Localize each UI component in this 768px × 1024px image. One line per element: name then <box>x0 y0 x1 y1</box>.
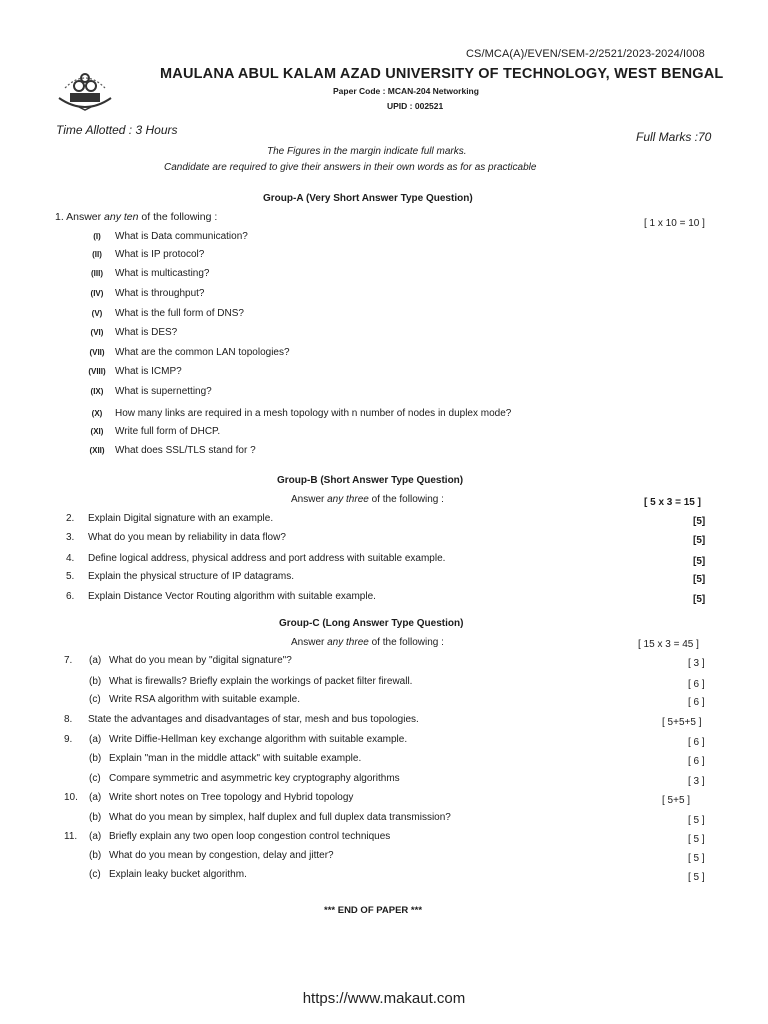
question-text: What is throughput? <box>115 288 205 299</box>
question-text: Explain Digital signature with an example. <box>88 513 274 524</box>
sub-question-label: (b) <box>89 812 102 823</box>
group-c-title: Group-C (Long Answer Type Question) <box>279 618 464 629</box>
full-marks: Full Marks :70 <box>636 130 712 144</box>
question-text: What does SSL/TLS stand for ? <box>115 445 256 456</box>
group-a-marks: [ 1 x 10 = 10 ] <box>644 218 705 229</box>
question-text: Compare symmetric and asymmetric key cryptography algorithms <box>109 773 400 784</box>
question-text: How many links are required in a mesh topology with n number of nodes in duplex mode? <box>115 408 512 419</box>
upid: UPID : 002521 <box>387 101 444 111</box>
question-marks: [5] <box>693 516 706 527</box>
question-text: Write short notes on Tree topology and Hybrid topology <box>109 792 354 803</box>
question-text: What is the full form of DNS? <box>115 308 244 319</box>
question-text: What is Data communication? <box>115 231 248 242</box>
question-text: Write full form of DHCP. <box>115 426 221 437</box>
footer-url: https://www.makaut.com <box>302 990 466 1007</box>
question-text: What are the common LAN topologies? <box>115 347 290 358</box>
question-number: (V) <box>91 309 103 318</box>
question-number: (VI) <box>90 328 104 337</box>
question-marks: [ 3 ] <box>688 776 705 787</box>
sub-question-label: (a) <box>89 831 102 842</box>
sub-question-label: (c) <box>89 694 101 705</box>
question-marks: [ 3 ] <box>688 658 705 669</box>
university-logo-icon <box>55 66 115 114</box>
question-number: 3. <box>66 532 75 543</box>
question-text: What do you mean by congestion, delay and jitter? <box>109 850 334 861</box>
question-text: What is ICMP? <box>115 366 182 377</box>
question-number: (XII) <box>89 446 105 455</box>
group-b-title: Group-B (Short Answer Type Question) <box>277 475 464 486</box>
question-number: 11. <box>64 831 78 842</box>
question-marks: [ 5+5 ] <box>662 795 691 806</box>
question-text: Explain leaky bucket algorithm. <box>109 869 247 880</box>
question-1-instruction: 1. Answer any ten of the following : <box>55 211 218 223</box>
question-text: Explain the physical structure of IP datagrams. <box>88 571 295 582</box>
sub-question-label: (b) <box>89 753 102 764</box>
question-text: Explain "man in the middle attack" with suitable example. <box>109 753 362 764</box>
sub-question-label: (c) <box>89 773 101 784</box>
question-marks: [5] <box>693 535 706 546</box>
question-text: What is multicasting? <box>115 268 210 279</box>
sub-question-label: (b) <box>89 850 102 861</box>
question-marks: [ 5 ] <box>688 834 705 845</box>
instruction-line-2: Candidate are required to give their answers in their own words as for as practicable <box>164 162 537 173</box>
question-number: (IX) <box>90 387 104 396</box>
question-number: 10. <box>64 792 78 803</box>
question-text: Define logical address, physical address and port address with suitable example. <box>88 553 446 564</box>
group-c-marks: [ 15 x 3 = 45 ] <box>638 639 699 650</box>
question-text: Write RSA algorithm with suitable example. <box>109 694 301 705</box>
instruction-line-1: The Figures in the margin indicate full marks. <box>267 146 467 157</box>
question-number: 5. <box>66 571 75 582</box>
question-marks: [ 5 ] <box>688 815 705 826</box>
question-text: What do you mean by reliability in data flow? <box>88 532 286 543</box>
sub-question-label: (b) <box>89 676 102 687</box>
question-text: What do you mean by "digital signature"? <box>109 655 292 666</box>
question-marks: [5] <box>693 556 706 567</box>
sub-question-label: (a) <box>89 655 102 666</box>
question-text: Write Diffie-Hellman key exchange algorithm with suitable example. <box>109 734 408 745</box>
question-text: Explain Distance Vector Routing algorithm with suitable example. <box>88 591 376 602</box>
paper-code: Paper Code : MCAN-204 Networking <box>333 86 479 96</box>
question-number: (III) <box>91 269 103 278</box>
question-text: What is supernetting? <box>115 386 212 397</box>
group-a-title: Group-A (Very Short Answer Type Question) <box>263 193 473 204</box>
question-number: 4. <box>66 553 75 564</box>
question-marks: [ 6 ] <box>688 756 705 767</box>
group-c-instruction: Answer any three of the following : <box>291 637 444 648</box>
paper-reference-code: CS/MCA(A)/EVEN/SEM-2/2521/2023-2024/I008 <box>466 48 705 60</box>
question-number: (II) <box>92 250 102 259</box>
question-text: What is IP protocol? <box>115 249 205 260</box>
question-text: What is firewalls? Briefly explain the workings of packet filter firewall. <box>109 676 413 687</box>
question-marks: [ 6 ] <box>688 697 705 708</box>
question-text: Briefly explain any two open loop congestion control techniques <box>109 831 391 842</box>
end-of-paper: *** END OF PAPER *** <box>324 905 423 916</box>
sub-question-label: (c) <box>89 869 101 880</box>
question-marks: [ 5 ] <box>688 872 705 883</box>
time-allotted: Time Allotted : 3 Hours <box>56 123 178 137</box>
question-number: 6. <box>66 591 75 602</box>
group-b-instruction: Answer any three of the following : <box>291 494 444 505</box>
question-number: (IV) <box>90 289 104 298</box>
question-marks: [ 6 ] <box>688 679 705 690</box>
question-marks: [5] <box>693 574 706 585</box>
question-marks: [ 5 ] <box>688 853 705 864</box>
question-marks: [5] <box>693 594 706 605</box>
university-name: MAULANA ABUL KALAM AZAD UNIVERSITY OF TECHNOLOGY, WEST BENGAL <box>160 66 724 82</box>
sub-question-label: (a) <box>89 792 102 803</box>
question-number: (I) <box>93 232 101 241</box>
question-number: 9. <box>64 734 73 745</box>
question-number: 7. <box>64 655 73 666</box>
question-marks: [ 5+5+5 ] <box>662 717 702 728</box>
question-text: What do you mean by simplex, half duplex and full duplex data transmission? <box>109 812 451 823</box>
sub-question-label: (a) <box>89 734 102 745</box>
question-number: (XI) <box>90 427 104 436</box>
group-b-marks: [ 5 x 3 = 15 ] <box>644 497 701 508</box>
question-number: 2. <box>66 513 75 524</box>
question-number: (X) <box>91 409 103 418</box>
question-number: (VIII) <box>88 367 106 376</box>
question-number: (VII) <box>89 348 105 357</box>
question-number: 8. <box>64 714 73 725</box>
question-marks: [ 6 ] <box>688 737 705 748</box>
question-text: What is DES? <box>115 327 178 338</box>
question-text: State the advantages and disadvantages of star, mesh and bus topologies. <box>88 714 419 725</box>
